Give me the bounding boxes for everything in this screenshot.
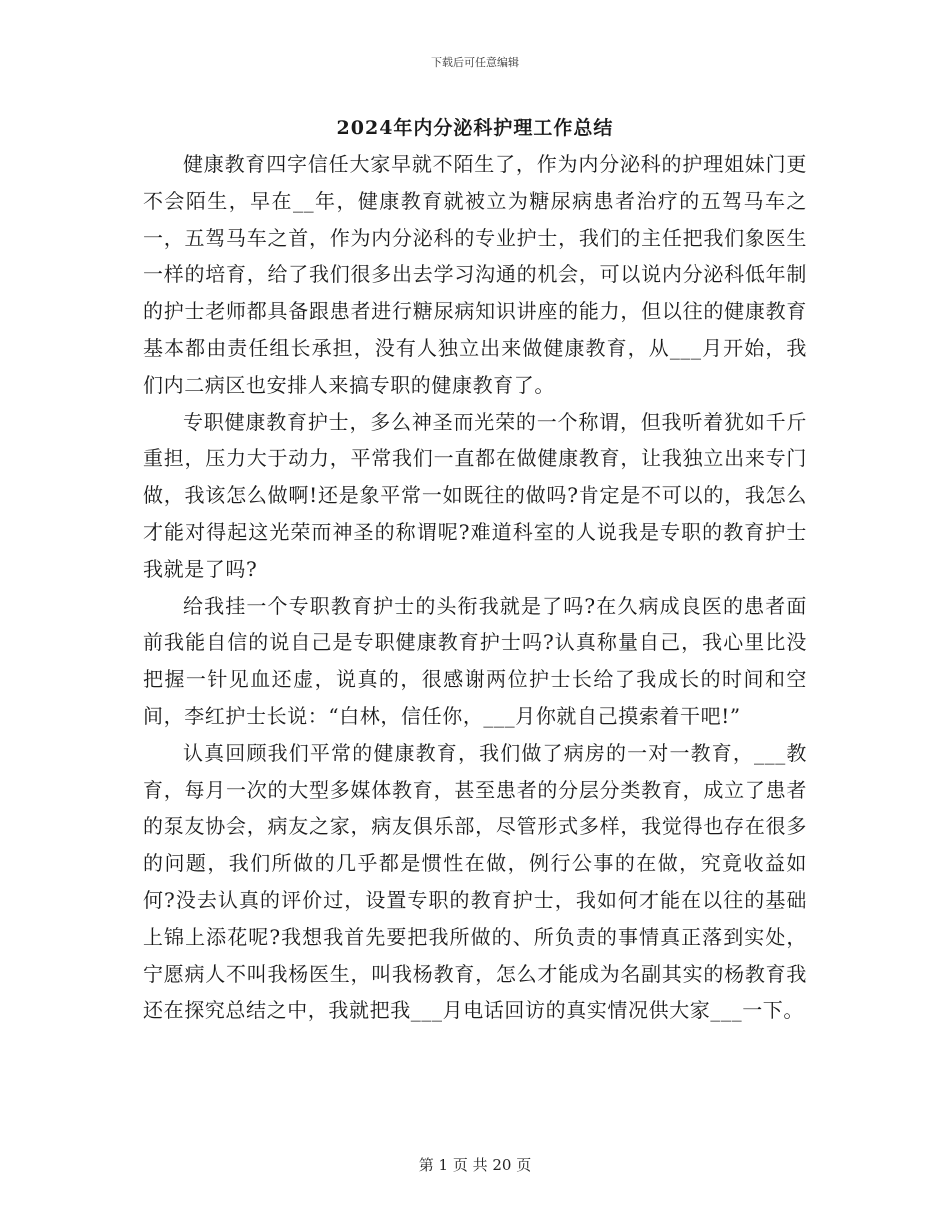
page-number: 第 1 页 共 20 页 bbox=[418, 1156, 532, 1174]
body-paragraph: 专职健康教育护士，多么神圣而光荣的一个称谓，但我听着犹如千斤重担，压力大于动力，平常我们一直都在做健康教育，让我独立出来专门做，我该怎么做啊!还是象平常一如既往的做吗?肯定是不可以的，我怎么才能对得起这光荣而神圣的称谓呢?难道科室的人说我是专职的教育护士我就是了吗? bbox=[143, 409, 807, 581]
document-body bbox=[143, 146, 807, 1029]
page-header-note: 下载后可任意编辑 bbox=[431, 56, 519, 69]
body-paragraph: 给我挂一个专职教育护士的头衔我就是了吗?在久病成良医的患者面前我能自信的说自己是专职健康教育护士吗?认真称量自己，我心里比没把握一针见血还虚，说真的，很感谢两位护士长给了我成长的时间和空间，李红护士长说：“白林，信任你，___月你就自己摸索着干吧!” bbox=[143, 593, 807, 728]
document-title: 2024年内分泌科护理工作总结 bbox=[336, 117, 614, 139]
body-paragraph: 认真回顾我们平常的健康教育，我们做了病房的一对一教育，___教育，每月一次的大型多媒体教育，甚至患者的分层分类教育，成立了患者的泵友协会，病友之家，病友俱乐部，尽管形式多样，我觉得也存在很多的问题，我们所做的几乎都是惯性在做，例行公事的在做，究竟收益如何?没去认真的评价过，设置专职的教育护士，我如何才能在以往的基础上锦上添花呢?我想我首先要把我所做的、所负责的事情真正落到实处，宁愿病人不叫我杨医生，叫我杨教育，怎么才能成为名副其实的杨教育我还在探究总结之中，我就把我___月电话回访的真实情况供大家___一下。 bbox=[143, 740, 808, 1023]
body-paragraph: 健康教育四字信任大家早就不陌生了，作为内分泌科的护理姐妹门更不会陌生，早在__年，健康教育就被立为糖尿病患者治疗的五驾马车之一，五驾马车之首，作为内分泌科的专业护士，我们的主任把我们象医生一样的培育，给了我们很多出去学习沟通的机会，可以说内分泌科低年制的护士老师都具备跟患者进行糖尿病知识讲座的能力，但以往的健康教育基本都由责任组长承担，没有人独立出来做健康教育，从___月开始，我们内二病区也安排人来搞专职的健康教育了。 bbox=[143, 152, 807, 397]
